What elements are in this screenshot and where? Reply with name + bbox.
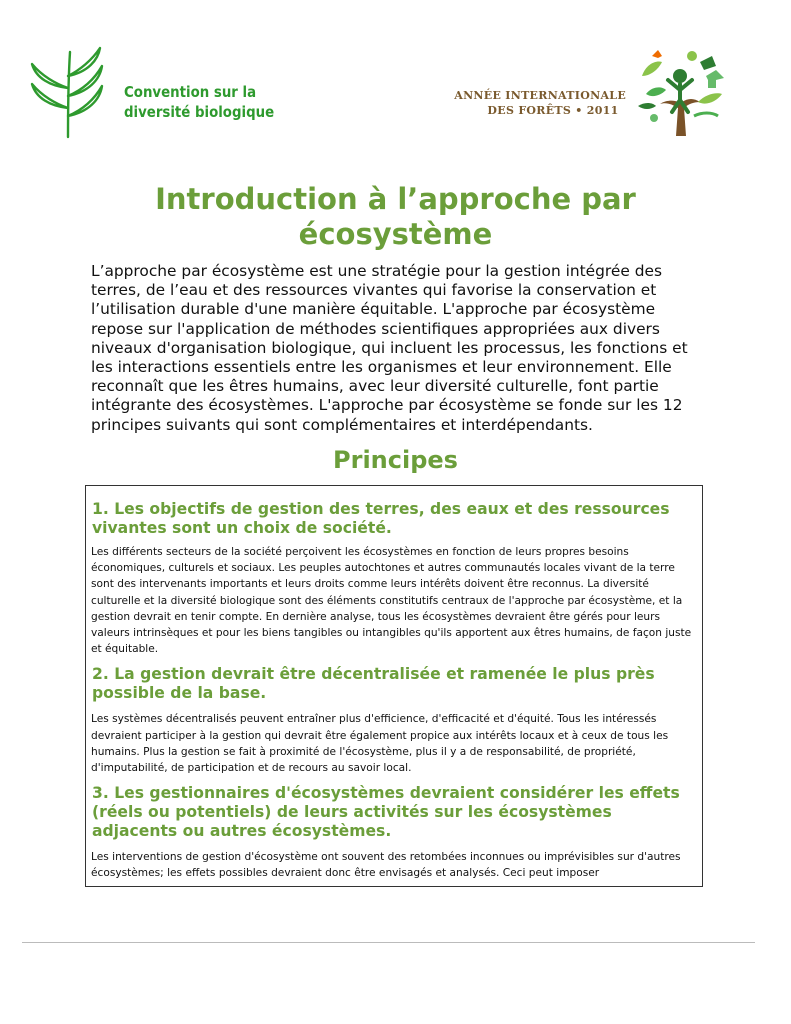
document-title: Introduction à l’approche par écosystème (155, 182, 636, 251)
footer-divider (22, 942, 755, 943)
principle-3-body: Les interventions de gestion d'écosystème ont souvent des retombées inconnues ou imprévisibles sur d'autres écosystèmes; les effets possibles devraient donc être envisagés et analysés. Ceci peut imposer (91, 851, 681, 880)
cbd-wordmark (124, 82, 274, 122)
principle-3 (86, 784, 702, 881)
principles-heading: Principes (333, 446, 458, 474)
forest-tree-logo-icon (632, 46, 728, 138)
cbd-line1: Convention sur la (124, 83, 257, 101)
cbd-line2: diversité biologique (124, 103, 275, 121)
principle-2-body: Les systèmes décentralisés peuvent entraîner plus d'efficience, d'efficacité et d'équité. Tous les intéressés devraient participer à la gestion qui devrait être également propice aux intérêts locaux et à ceux de tous les humains. Plus la gestion se fait à proximité de l'écosystème, plus il y a de responsabilité, de propriété, d'imputabilité, de participation et de recours au savoir local. (91, 713, 669, 775)
principles-box (85, 485, 703, 887)
principle-3-heading: 3. Les gestionnaires d'écosystèmes devraient considérer les effets (réels ou potentiels) de leurs activités sur les écosystèmes adjacents ou autres écosystèmes. (92, 784, 680, 841)
principle-2 (86, 665, 702, 776)
iyf-wordmark (440, 88, 626, 118)
iyf-line1: ANNÉE INTERNATIONALE (454, 89, 626, 102)
principle-2-heading: 2. La gestion devrait être décentralisée et ramenée le plus près possible de la base. (92, 665, 655, 703)
principle-1-body: Les différents secteurs de la société perçoivent les écosystèmes en fonction de leurs propres besoins économiques, culturels et sociaux. Les peuples autochtones et autres communautés locales vivant de la terre sont des intervenants importants et leurs droits comme leurs intérêts doivent être reconnus. La diversité culturelle et la diversité biologique sont des éléments constitutifs centraux de l'approche par écosystème, et la gestion devrait en tenir compte. En dernière analyse, tous les écosystèmes devraient être gérés pour leurs valeurs intrinsèques et pour les biens tangibles ou intangibles qu'ils apportent aux êtres humains, de façon juste et équitable. (91, 546, 692, 656)
principle-1 (86, 500, 702, 657)
intro-paragraph: L’approche par écosystème est une stratégie pour la gestion intégrée des terres, de l’eau et des ressources vivantes qui favorise la conservation et l’utilisation durable d'une manière équitable. L'approche par écosystème repose sur l'application de méthodes scientifiques appropriées aux divers niveaux d'organisation biologique, qui incluent les processus, les fonctions et les interactions essentiels entre les organismes et leur environnement. Elle reconnaît que les êtres humains, avec leur diversité culturelle, font partie intégrante des écosystèmes. L'approche par écosystème se fonde sur les 12 principes suivants qui sont complémentaires et interdépendants. (91, 262, 688, 434)
principle-1-heading: 1. Les objectifs de gestion des terres, des eaux et des ressources vivantes sont un choix de société. (92, 500, 670, 537)
cbd-plant-logo-icon (28, 44, 108, 139)
iyf-line2: DES FORÊTS • 2011 (487, 104, 619, 117)
page-header (0, 0, 791, 150)
